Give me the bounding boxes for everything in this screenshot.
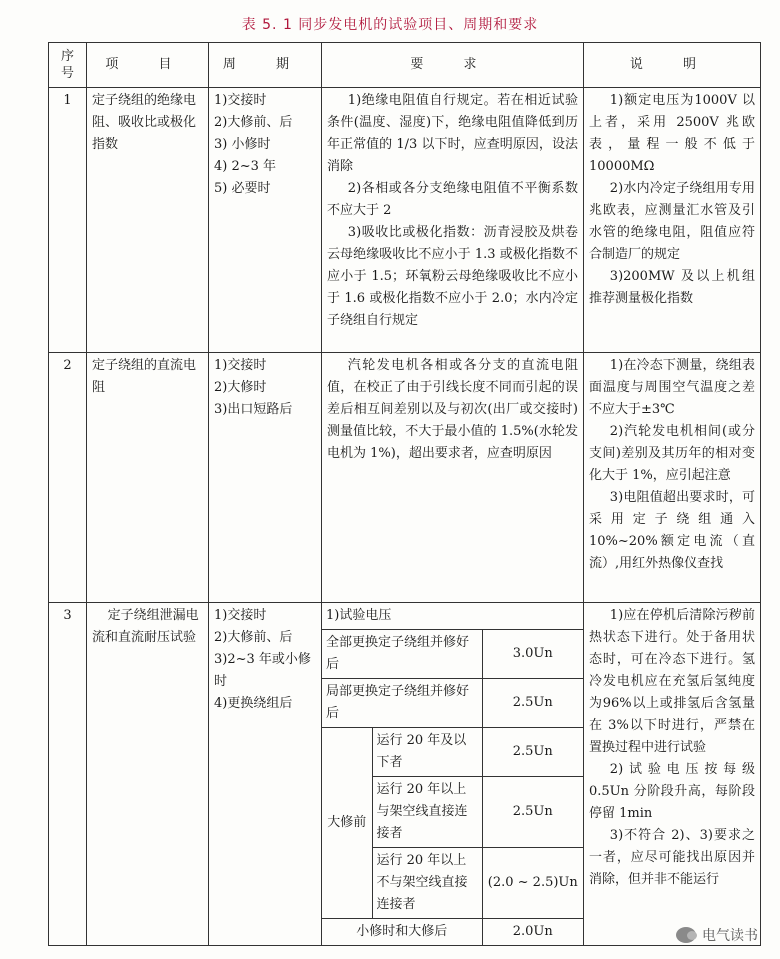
requirement-paragraph: 2)各相或各分支绝缘电阻值不平衡系数不应大于 2 xyxy=(327,181,578,218)
requirement-paragraph: 1)绝缘电阻值自行规定。若在相近试验条件(温度、湿度)下，绝缘电阻值降低到历年正常值的 1/3 以下时，应查明原因，设法消除 xyxy=(327,93,578,174)
period-entry: 1)交接时 xyxy=(214,93,267,108)
voltage-title: 1)试验电压 xyxy=(322,603,583,630)
table-row xyxy=(49,603,761,946)
row-item: 定子绕组的直流电阻 xyxy=(87,353,209,603)
period-entry: 3)出口短路后 xyxy=(214,402,293,417)
period-entry: 1)交接时 xyxy=(214,358,267,373)
voltage-value: 2.0Un xyxy=(482,919,583,946)
header-requirements: 要 求 xyxy=(322,43,584,88)
table-header-row xyxy=(49,43,761,88)
test-voltage-table-cell xyxy=(322,603,584,946)
test-items-table xyxy=(48,42,761,946)
voltage-label: 小修时和大修后 xyxy=(322,919,482,946)
voltage-label: 全部更换定子绕组并修好后 xyxy=(322,630,482,679)
note-paragraph: 1)额定电压为1000V 以上者，采用 2500V 兆欧表，量程一般不低于 10000MΩ xyxy=(589,93,755,174)
period-entry: 3)2~3 年或小修时 xyxy=(214,652,311,689)
watermark-text: 电气读书 xyxy=(702,928,758,944)
period-entry: 3) 小修时 xyxy=(214,137,271,152)
row-number: 3 xyxy=(49,603,87,946)
note-paragraph: 2)水内冷定子绕组用专用兆欧表，应测量汇水管及引水管的绝缘电阻，阻值应符合制造厂的规定 xyxy=(589,181,755,262)
period-entry: 1)交接时 xyxy=(214,608,267,623)
voltage-value: 3.0Un xyxy=(482,630,583,679)
row-item: 定子绕组泄漏电流和直流耐压试验 xyxy=(87,603,209,946)
row-requirements xyxy=(322,88,584,353)
row-item: 定子绕组的绝缘电阻、吸收比或极化指数 xyxy=(87,88,209,353)
voltage-title-row xyxy=(322,603,583,630)
row-period xyxy=(209,88,322,353)
voltage-value: 2.5Un xyxy=(482,728,583,777)
watermark xyxy=(676,925,758,945)
row-notes xyxy=(584,603,761,946)
requirement-paragraph: 3)吸收比或极化指数：沥青浸胶及烘卷云母绝缘吸收比不应小于 1.3 或极化指数不应小于 1.5；环氧粉云母绝缘吸收比不应小于 1.6 或极化指数不应小于 2.0；水内冷定子绕组自行规定 xyxy=(327,225,578,328)
voltage-value: 2.5Un xyxy=(482,777,583,848)
voltage-row xyxy=(322,679,583,728)
test-voltage-table xyxy=(322,603,583,945)
header-period: 周 期 xyxy=(209,43,322,88)
period-entry: 2)大修前、后 xyxy=(214,630,293,645)
row-notes xyxy=(584,88,761,353)
table-row xyxy=(49,353,761,603)
row-notes xyxy=(584,353,761,603)
header-no: 序 号 xyxy=(49,43,87,88)
table-caption: 表 5. 1 同步发电机的试验项目、周期和要求 xyxy=(241,17,539,33)
requirement-paragraph: 汽轮发电机各相或各分支的直流电阻值，在校正了由于引线长度不同而引起的误差后相互间差别以及与初次(出厂或交接时)测量值比较，不大于最小值的 1.5%(水轮发电机为 1%)，超出要求者，应查明原因 xyxy=(327,358,578,461)
voltage-row xyxy=(322,919,583,946)
voltage-row xyxy=(322,728,583,777)
voltage-label: 运行 20 年及以下者 xyxy=(372,728,482,777)
header-item: 项 目 xyxy=(87,43,209,88)
voltage-value: 2.5Un xyxy=(482,679,583,728)
voltage-value: (2.0 ~ 2.5)Un xyxy=(482,848,583,919)
period-entry: 2)大修时 xyxy=(214,380,267,395)
note-paragraph: 3)200MW 及以上机组推荐测量极化指数 xyxy=(589,269,755,306)
row-period xyxy=(209,353,322,603)
overhaul-label: 大修前 xyxy=(322,728,372,919)
note-paragraph: 3)电阻值超出要求时，可采用定子绕组通入10%~20%额定电流（直流）,用红外热像仪查找 xyxy=(589,490,755,571)
note-paragraph: 1)在冷态下测量，绕组表面温度与周围空气温度之差不应大于±3℃ xyxy=(589,358,755,417)
period-entry: 2)大修前、后 xyxy=(214,115,293,130)
voltage-row xyxy=(322,630,583,679)
row-period xyxy=(209,603,322,946)
voltage-label: 运行 20 年以上与架空线直接连接者 xyxy=(372,777,482,848)
wechat-icon xyxy=(676,927,696,943)
note-paragraph: 2)汽轮发电机相间(或分支间)差别及其历年的相对变化大于 1%，应引起注意 xyxy=(589,424,755,483)
row-number: 1 xyxy=(49,88,87,353)
period-entry: 4) 2~3 年 xyxy=(214,159,277,174)
period-entry: 5) 必要时 xyxy=(214,181,271,196)
note-paragraph: 3)不符合 2)、3)要求之一者，应尽可能找出原因并消除，但并非不能运行 xyxy=(589,828,755,887)
note-paragraph: 2)试验电压按每级 0.5Un 分阶段升高，每阶段停留 1min xyxy=(589,762,755,821)
voltage-label: 运行 20 年以上不与架空线直接连接者 xyxy=(372,848,482,919)
table-row xyxy=(49,88,761,353)
row-requirements xyxy=(322,353,584,603)
row-number: 2 xyxy=(49,353,87,603)
period-entry: 4)更换绕组后 xyxy=(214,696,293,711)
note-paragraph: 1)应在停机后清除污秽前热状态下进行。处于备用状态时，可在冷态下进行。氢冷发电机应在充氢后氢纯度为96%以上或排氢后含氢量在 3%以下时进行，严禁在置换过程中进行试验 xyxy=(589,608,755,755)
voltage-label: 局部更换定子绕组并修好后 xyxy=(322,679,482,728)
header-notes: 说 明 xyxy=(584,43,761,88)
